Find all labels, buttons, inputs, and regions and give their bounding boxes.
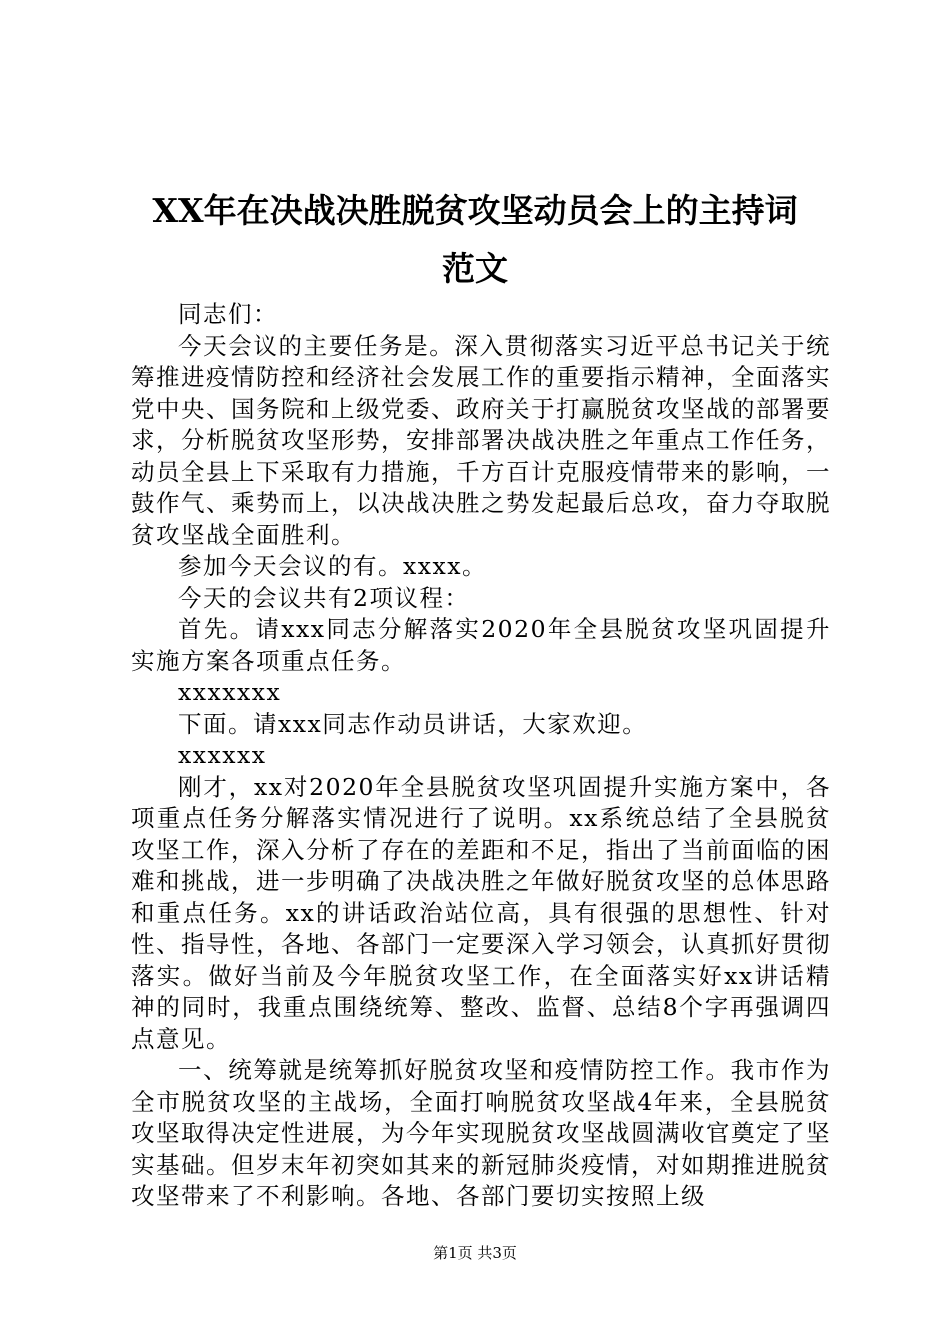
paragraph-agenda-intro: 今天的会议共有2项议程：: [178, 583, 470, 612]
paragraph-summary: 刚才，xx对2020年全县脱贫攻坚巩固提升实施方案中，各项重点任务分解落实情况进行了说明。xx系统总结了全县脱贫攻坚工作，深入分析了存在的差距和不足，指出了当前面临的困难和挑战，进一步明确了决战决胜之年做好脱贫攻坚的总体思路和重点任务。xx的讲话政治站位高，具有很强的思想性、针对性、指导性，各地、各部门一定要深入学习领会，认真抓好贯彻落实。做好当前及今年脱贫攻坚工作，在全面落实好xx讲话精神的同时，我重点围绕统筹、整改、监督、总结8个字再强调四点意见。: [131, 772, 831, 1053]
paragraph-attendees: 参加今天会议的有。xxxx。: [178, 552, 488, 580]
paragraph-agenda-item-1: 首先。请xxx同志分解落实2020年全县脱贫攻坚巩固提升实施方案各项重点任务。: [131, 615, 831, 675]
paragraph-placeholder-1: xxxxxxx: [178, 678, 282, 706]
paragraph-point-one: 一、统筹就是统筹抓好脱贫攻坚和疫情防控工作。我市作为全市脱贫攻坚的主战场，全面打响脱贫攻坚战4年来，全县脱贫攻坚取得决定性进展，为今年实现脱贫攻坚战圆满收官奠定了坚实基础。但岁末年初突如其来的新冠肺炎疫情，对如期推进脱贫攻坚带来了不利影响。各地、各部门要切实按照上级: [131, 1056, 831, 1210]
document-title-line-2: 范文: [442, 249, 508, 288]
document-body: [131, 299, 831, 1213]
paragraph-agenda-item-2: 下面。请xxx同志作动员讲话，大家欢迎。: [178, 709, 648, 738]
document-title-line-1: XX年在决战决胜脱贫攻坚动员会上的主持词: [152, 191, 798, 230]
paragraph-meeting-tasks: 今天会议的主要任务是。深入贯彻落实习近平总书记关于统筹推进疫情防控和经济社会发展工作的重要指示精神，全面落实党中央、国务院和上级党委、政府关于打赢脱贫攻坚战的部署要求，分析脱贫攻坚形势，安排部署决战决胜之年重点工作任务，动员全县上下采取有力措施，千方百计克服疫情带来的影响，一鼓作气、乘势而上，以决战决胜之势发起最后总攻，奋力夺取脱贫攻坚战全面胜利。: [131, 331, 831, 549]
paragraph-placeholder-2: xxxxxx: [178, 741, 267, 769]
page-footer: 第1页 共3页: [433, 1244, 517, 1262]
salutation: 同志们：: [178, 300, 278, 328]
